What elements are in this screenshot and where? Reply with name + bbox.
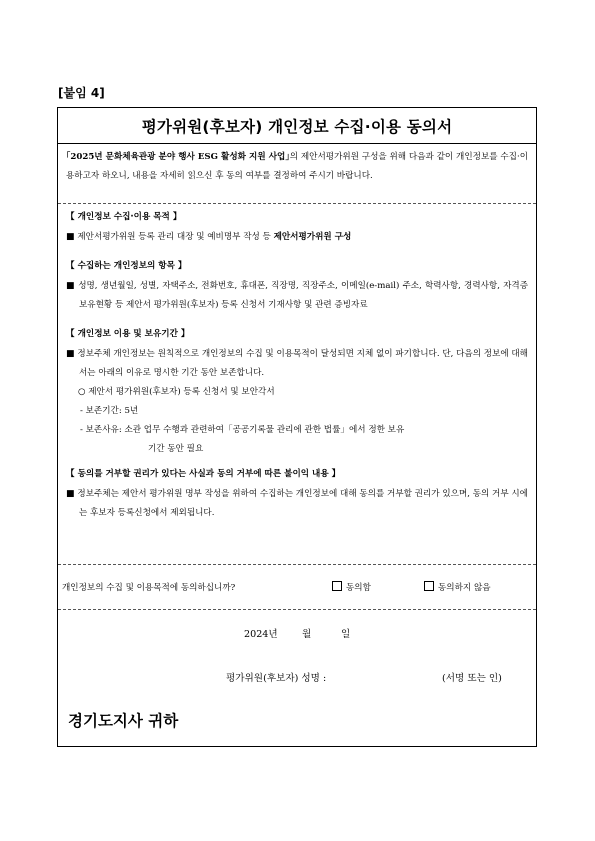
retention-sub-period: - 보존기간: 5년 [80, 406, 139, 416]
retention-sub-reason: - 보존사유: 소관 업무 수행과 관련하여「공공기록물 관리에 관한 법률」에서 정한 보유 [80, 425, 405, 435]
project-name: ｢2025년 문화체육관광 분야 행사 ESG 활성화 지원 사업｣ [66, 152, 290, 162]
attachment-label: [붙임 4] [58, 86, 105, 100]
refusal-text: 정보주체는 제안서 평가위원 명부 작성을 위하여 수집하는 개인정보에 대해 동의를 거부할 권리가 있으며, 동의 거부 시에는 후보자 등록신청에서 제외됩니다. [77, 489, 528, 518]
consent-row [58, 565, 536, 610]
date-month: 월 [302, 629, 312, 640]
retention-sub-reason-cont: 기간 동안 필요 [148, 444, 204, 454]
agree-option[interactable] [332, 581, 424, 593]
consent-question: 개인정보의 수집 및 이용목적에 동의하십니까? [62, 583, 236, 593]
items-text: 성명, 생년월일, 성별, 자택주소, 전화번호, 휴대폰, 직장명, 직장주소, 이메일(e-mail) 주소, 학력사항, 경력사항, 자격증 보유현황 등 제안서 평가위원(후보자) 등록 신청서 기재사항 및 관련 증빙자료 [78, 281, 528, 310]
signature-label: 평가위원(후보자) 성명 : [226, 673, 327, 684]
bullet-square-icon: ■ [66, 349, 78, 359]
retention-text: 정보주체 개인정보는 원칙적으로 개인정보의 수집 및 이용목적이 달성되면 지체 없이 파기합니다. 단, 다음의 정보에 대해서는 아래의 이유로 명시한 기간 동안 보존합니다. [77, 349, 528, 378]
bullet-square-icon: ■ [66, 489, 78, 499]
empty-checkbox-icon[interactable] [424, 581, 434, 591]
consent-form [57, 107, 537, 747]
bullet-square-icon: ■ [66, 281, 79, 291]
intro-text: 의 제안서평가위원 구성을 위해 다음과 같이 개인정보를 수집·이용하고자 하오니, 내용을 자세히 읽으신 후 동의 여부를 결정하여 주시기 바랍니다. [66, 152, 529, 181]
items-item [66, 277, 528, 315]
form-title: 평가위원(후보자) 개인정보 수집·이용 동의서 [58, 108, 536, 144]
signature-note: (서명 또는 인) [442, 673, 502, 684]
retention-sub-document: ○ 제안서 평가위원(후보자) 등록 신청서 및 보안각서 [78, 387, 275, 397]
sections-block [58, 204, 536, 565]
addressee: 경기도지사 귀하 [68, 712, 179, 730]
items-heading: 【 수집하는 개인정보의 항목 】 [66, 261, 187, 271]
empty-checkbox-icon[interactable] [332, 581, 342, 591]
intro-paragraph [58, 144, 536, 204]
purpose-heading: 【 개인정보 수집·이용 목적 】 [66, 212, 182, 222]
date-day: 일 [341, 629, 351, 640]
purpose-text: 제안서평가위원 등록 관리 대장 및 예비명부 작성 등 [77, 232, 274, 242]
disagree-option[interactable] [424, 581, 516, 593]
bullet-square-icon: ■ [66, 232, 78, 242]
purpose-item [66, 228, 528, 247]
purpose-bold: 제안서평가위원 구성 [273, 232, 352, 242]
date-year: 2024년 [244, 629, 278, 640]
retention-heading: 【 개인정보 이용 및 보유기간 】 [66, 329, 190, 339]
refusal-item [66, 485, 528, 523]
retention-item [66, 345, 528, 383]
refusal-heading: 【 동의를 거부할 권리가 있다는 사실과 동의 거부에 따른 불이익 내용 】 [66, 469, 341, 479]
disagree-label: 동의하지 않음 [438, 583, 491, 593]
agree-label: 동의함 [346, 583, 371, 593]
